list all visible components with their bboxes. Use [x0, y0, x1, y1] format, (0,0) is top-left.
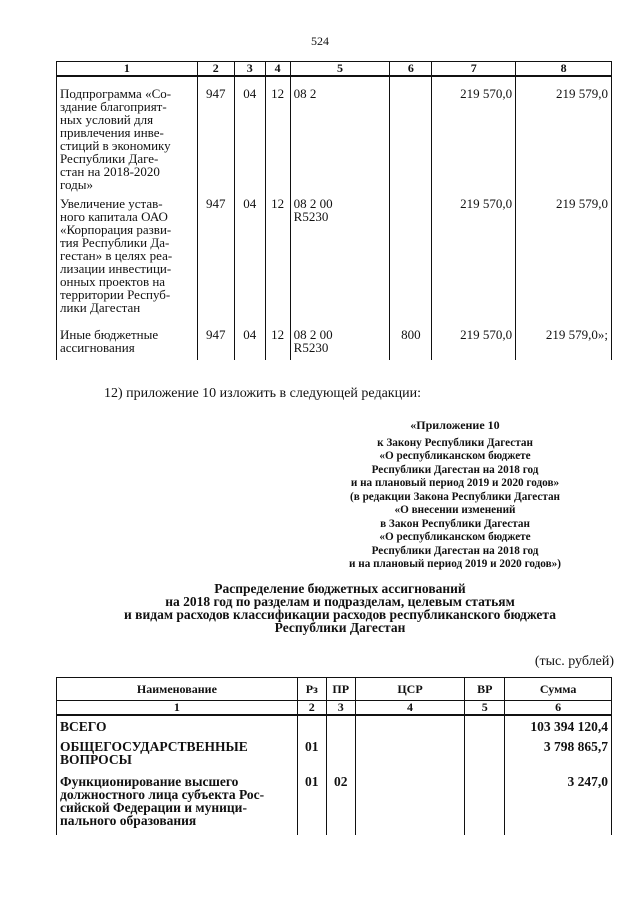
column-number: 2 — [297, 701, 326, 716]
row-name: Подпрограмма «Со- здание благоприят- ных условий для привлечения инве- стиций в экономику Республики Даге- стан на 2018-2020 годы» — [57, 87, 198, 197]
table-row — [57, 197, 612, 328]
cell-sum-2019: 219 570,0 — [432, 197, 516, 328]
column-number: 1 — [57, 62, 198, 77]
cell-grbs: 947 — [197, 328, 234, 356]
title-line: Республики Дагестан — [274, 620, 406, 635]
cell-sum-2020: 219 579,0 — [516, 87, 612, 197]
annex-line: к Закону Республики Дагестан — [377, 436, 533, 449]
header-sum: Сумма — [505, 678, 612, 701]
cell-sum: 3 798 865,7 — [505, 740, 612, 768]
cell-pr — [326, 740, 355, 768]
cell-csr: 08 2 — [290, 87, 390, 197]
cell-csr: 08 2 00 R5230 — [290, 328, 390, 356]
cell-sum-2020: 219 579,0 — [516, 197, 612, 328]
amendment-instruction: 12) приложение 10 изложить в следующей редакции: — [104, 386, 421, 401]
column-number: 1 — [57, 701, 298, 716]
row-name: Иные бюджетные ассигнования — [57, 328, 198, 356]
cell-rz — [297, 715, 326, 740]
annex-line: Республики Дагестан на 2018 год — [371, 463, 539, 476]
annex-heading — [330, 419, 580, 572]
cell-rz: 04 — [234, 87, 265, 197]
annex-line: и на плановый период 2019 и 2020 годов» — [350, 477, 560, 489]
cell-grbs: 947 — [197, 87, 234, 197]
cell-csr — [355, 715, 465, 740]
cell-sum-2020: 219 579,0»; — [516, 328, 612, 356]
cell-pr — [326, 715, 355, 740]
column-number: 6 — [390, 62, 432, 77]
cell-csr — [355, 740, 465, 768]
distribution-title — [60, 582, 620, 634]
cell-rz: 01 — [297, 740, 326, 768]
table-row — [57, 775, 612, 835]
row-name: ОБЩЕГОСУДАРСТВЕННЫЕ ВОПРОСЫ — [57, 740, 298, 768]
cell-vr: 800 — [390, 328, 432, 356]
annex-title: «Приложение 10 — [410, 418, 500, 432]
column-number-row — [57, 701, 612, 716]
cell-rz: 01 — [297, 775, 326, 835]
header-vr: ВР — [465, 678, 505, 701]
column-number-row — [57, 62, 612, 77]
column-number: 5 — [465, 701, 505, 716]
cell-rz: 04 — [234, 197, 265, 328]
header-pr: ПР — [326, 678, 355, 701]
cell-vr — [390, 87, 432, 197]
cell-sum-2019: 219 570,0 — [432, 328, 516, 356]
column-number: 2 — [197, 62, 234, 77]
cell-pr: 12 — [265, 87, 290, 197]
cell-vr — [465, 775, 505, 835]
cell-rz: 04 — [234, 328, 265, 356]
annex-line: Республики Дагестан на 2018 год — [371, 544, 539, 557]
appropriations-table-continued — [56, 61, 612, 360]
cell-pr: 12 — [265, 197, 290, 328]
cell-pr: 02 — [326, 775, 355, 835]
cell-csr — [355, 775, 465, 835]
annex-line: «О внесении изменений — [394, 504, 516, 516]
header-rz: Рз — [297, 678, 326, 701]
table-row — [57, 740, 612, 768]
cell-vr — [390, 197, 432, 328]
row-name: Увеличение устав- ного капитала ОАО «Корпорация разви- тия Республики Да- гестан» в целях реа- лизации инвестици- онных проектов на территории Респуб- лики Дагестан — [57, 197, 198, 328]
cell-vr — [465, 715, 505, 740]
cell-vr — [465, 740, 505, 768]
cell-csr: 08 2 00 R5230 — [290, 197, 390, 328]
row-name: Функционирование высшего должностного лица субъекта Рос- сийской Федерации и муници- пального образования — [57, 775, 298, 835]
column-number: 4 — [355, 701, 465, 716]
column-number: 4 — [265, 62, 290, 77]
annex-line: в Закон Республики Дагестан — [380, 517, 530, 530]
title-line: и видам расходов классификации расходов республиканского бюджета — [124, 607, 556, 622]
cell-grbs: 947 — [197, 197, 234, 328]
column-number: 3 — [234, 62, 265, 77]
page-number: 524 — [311, 34, 329, 48]
row-name: ВСЕГО — [57, 715, 298, 740]
title-line: на 2018 год по разделам и подразделам, целевым статьям — [165, 594, 515, 609]
annex-line: «О республиканском бюджете — [379, 450, 531, 462]
cell-sum: 3 247,0 — [505, 775, 612, 835]
column-number: 5 — [290, 62, 390, 77]
column-number: 3 — [326, 701, 355, 716]
header-row — [57, 678, 612, 701]
table-row — [57, 87, 612, 197]
header-csr: ЦСР — [355, 678, 465, 701]
column-number: 7 — [432, 62, 516, 77]
title-line: Распределение бюджетных ассигнований — [214, 581, 466, 596]
table-row — [57, 328, 612, 356]
units-label: (тыс. рублей) — [534, 654, 614, 669]
cell-sum: 103 394 120,4 — [505, 715, 612, 740]
column-number: 8 — [516, 62, 612, 77]
cell-sum-2019: 219 570,0 — [432, 87, 516, 197]
column-number: 6 — [505, 701, 612, 716]
table-row — [57, 715, 612, 740]
annex-line: (в редакции Закона Республики Дагестан — [350, 490, 560, 503]
annex-line: «О республиканском бюджете — [379, 531, 531, 543]
header-name: Наименование — [57, 678, 298, 701]
distribution-table — [56, 677, 612, 835]
annex-line: и на плановый период 2019 и 2020 годов») — [349, 558, 561, 570]
cell-pr: 12 — [265, 328, 290, 356]
